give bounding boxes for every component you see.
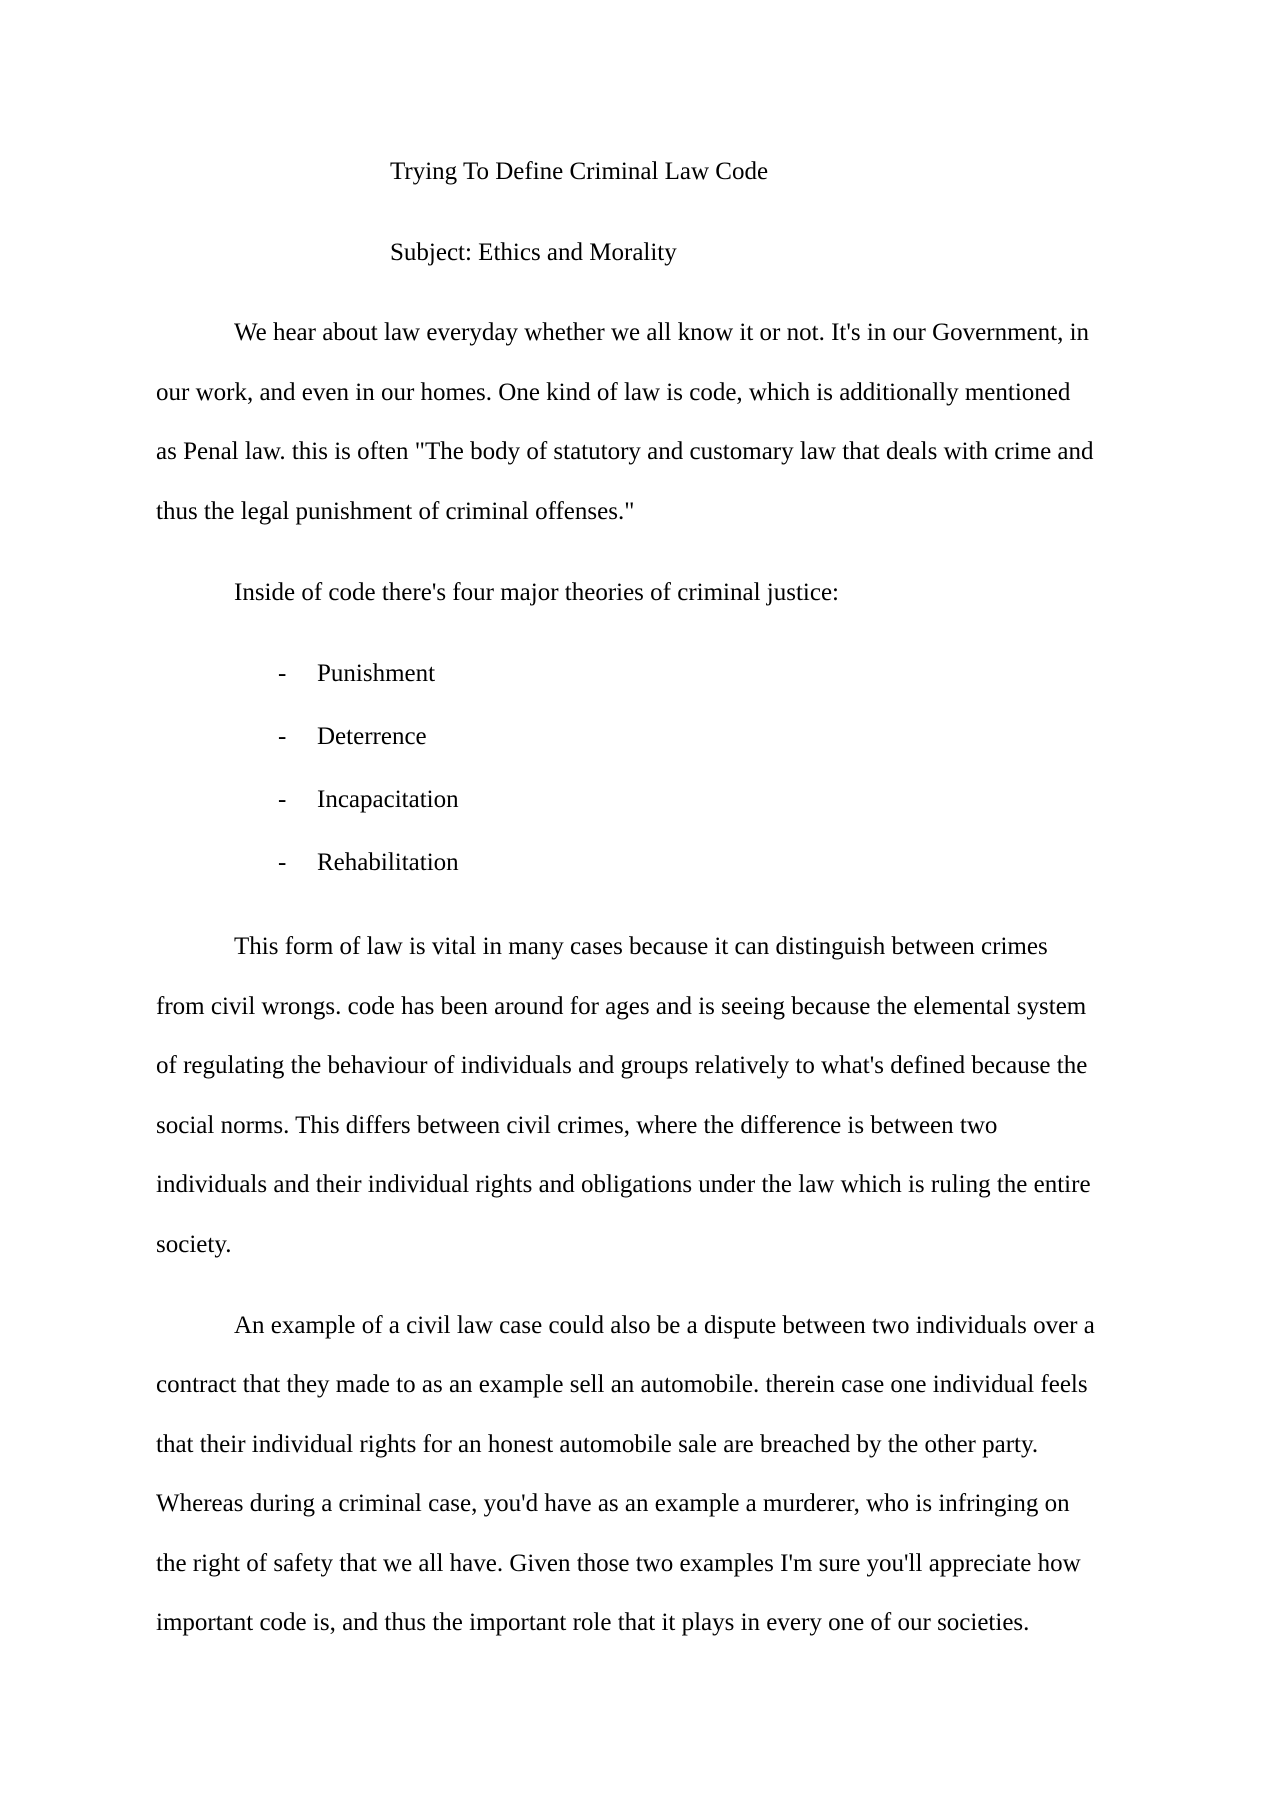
paragraph-line: We hear about law everyday whether we all know it or not. It's in our Government, in <box>234 319 1090 346</box>
paragraph-line: An example of a civil law case could also be a dispute between two individuals over a <box>234 1312 1095 1339</box>
document-title: Trying To Define Criminal Law Code <box>390 158 769 185</box>
paragraph-line: as Penal law. this is often "The body of statutory and customary law that deals with crime and <box>156 438 1094 465</box>
paragraph-line: Whereas during a criminal case, you'd have as an example a murderer, who is infringing on <box>156 1490 1070 1517</box>
list-bullet: - <box>278 660 287 687</box>
list-item-text: Punishment <box>317 660 436 687</box>
paragraph-line: individuals and their individual rights and obligations under the law which is ruling the entire <box>156 1171 1091 1198</box>
paragraph-line: from civil wrongs. code has been around for ages and is seeing because the elemental system <box>156 993 1087 1020</box>
paragraph-line: society. <box>156 1231 232 1258</box>
list-bullet: - <box>278 786 287 813</box>
paragraph-line: contract that they made to as an example sell an automobile. therein case one individual feels <box>156 1371 1088 1398</box>
document-subject: Subject: Ethics and Morality <box>390 239 677 266</box>
paragraph-line: the right of safety that we all have. Given those two examples I'm sure you'll appreciate how <box>156 1550 1081 1577</box>
list-item-text: Rehabilitation <box>317 849 459 876</box>
paragraph-line: thus the legal punishment of criminal offenses." <box>156 498 635 525</box>
list-intro: Inside of code there's four major theories of criminal justice: <box>234 579 839 606</box>
paragraph-line: our work, and even in our homes. One kind of law is code, which is additionally mentioned <box>156 379 1071 406</box>
list-item-text: Deterrence <box>317 723 427 750</box>
paragraph-line: that their individual rights for an honest automobile sale are breached by the other party. <box>156 1431 1039 1458</box>
paragraph-line: important code is, and thus the important role that it plays in every one of our societies. <box>156 1609 1030 1636</box>
list-bullet: - <box>278 723 287 750</box>
list-bullet: - <box>278 849 287 876</box>
paragraph-line: social norms. This differs between civil crimes, where the difference is between two <box>156 1112 998 1139</box>
paragraph-line: This form of law is vital in many cases because it can distinguish between crimes <box>234 933 1048 960</box>
paragraph-line: of regulating the behaviour of individuals and groups relatively to what's defined because the <box>156 1052 1088 1079</box>
list-item-text: Incapacitation <box>317 786 459 813</box>
